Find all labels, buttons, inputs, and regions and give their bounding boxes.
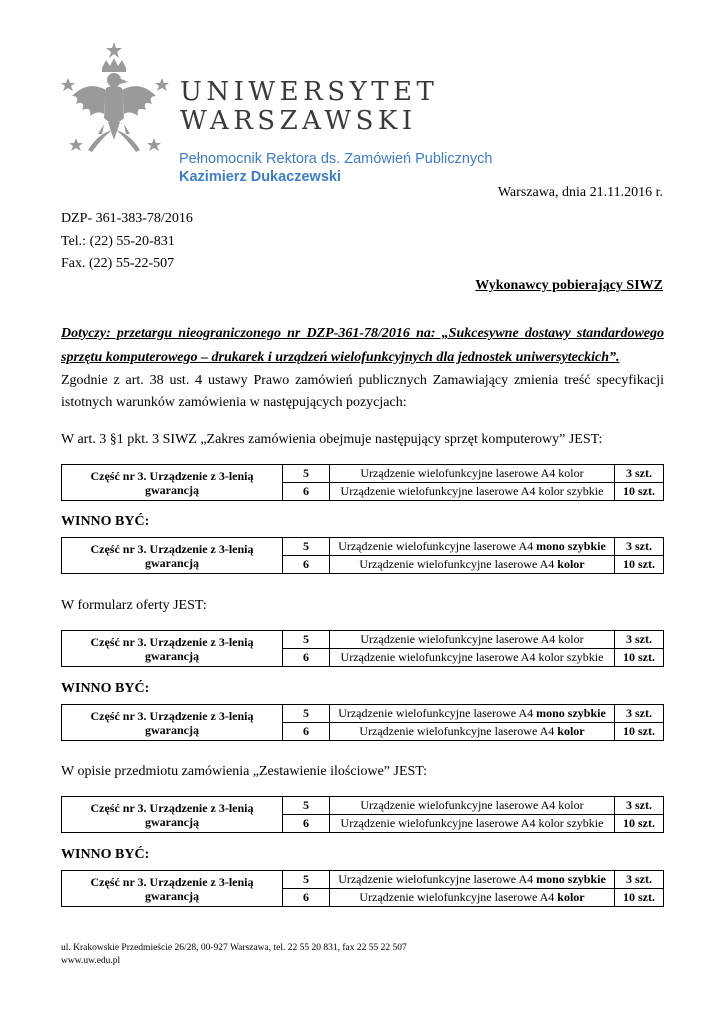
section2-jest-table bbox=[61, 630, 664, 667]
desc-plain: Urządzenie wielofunkcyjne laserowe A4 bbox=[359, 890, 558, 904]
desc-plain: Urządzenie wielofunkcyjne laserowe A4 bbox=[338, 706, 537, 720]
desc-plain: Urządzenie wielofunkcyjne laserowe A4 bbox=[338, 872, 537, 886]
item-number: 5 bbox=[283, 538, 330, 556]
university-name bbox=[180, 78, 438, 136]
item-quantity: 10 szt. bbox=[615, 649, 664, 667]
desc-plain: Urządzenie wielofunkcyjne laserowe A4 bbox=[359, 557, 558, 571]
item-number: 5 bbox=[283, 631, 330, 649]
item-description bbox=[330, 723, 615, 741]
item-quantity: 10 szt. bbox=[615, 815, 664, 833]
intro-paragraph: Zgodnie z art. 38 ust. 4 ustawy Prawo zamówień publicznych Zamawiający zmienia treść specyfikacji istotnych warunków zamówienia w następujących pozycjach: bbox=[61, 373, 664, 410]
item-number: 5 bbox=[283, 465, 330, 483]
desc-bold: kolor bbox=[557, 890, 585, 904]
office-title: Pełnomocnik Rektora ds. Zamówień Publicznych bbox=[179, 151, 493, 167]
part-cell: Część nr 3. Urządzenie z 3-lenią gwarancją bbox=[62, 871, 283, 907]
item-description: Urządzenie wielofunkcyjne laserowe A4 kolor bbox=[330, 631, 615, 649]
desc-bold: mono szybkie bbox=[536, 539, 606, 553]
item-quantity: 3 szt. bbox=[615, 705, 664, 723]
section3-winno-table bbox=[61, 870, 664, 907]
telephone: Tel.: (22) 55-20-831 bbox=[61, 233, 175, 249]
part-cell: Część nr 3. Urządzenie z 3-lenią gwarancją bbox=[62, 705, 283, 741]
item-description: Urządzenie wielofunkcyjne laserowe A4 kolor szybkie bbox=[330, 649, 615, 667]
reference-number: DZP- 361-383-78/2016 bbox=[61, 211, 193, 226]
office-block bbox=[179, 150, 493, 186]
desc-plain: Urządzenie wielofunkcyjne laserowe A4 bbox=[359, 724, 558, 738]
item-description: Urządzenie wielofunkcyjne laserowe A4 kolor bbox=[330, 465, 615, 483]
item-description bbox=[330, 889, 615, 907]
item-number: 6 bbox=[283, 649, 330, 667]
item-quantity: 3 szt. bbox=[615, 631, 664, 649]
section2-label: W formularz oferty JEST: bbox=[61, 598, 207, 613]
item-number: 5 bbox=[283, 797, 330, 815]
item-number: 5 bbox=[283, 871, 330, 889]
item-description bbox=[330, 538, 615, 556]
item-quantity: 10 szt. bbox=[615, 556, 664, 574]
footer-website[interactable]: www.uw.edu.pl bbox=[61, 956, 121, 966]
fax: Fax. (22) 55-22-507 bbox=[61, 256, 175, 271]
subject-line: Dotyczy: przetargu nieograniczonego nr DZP-361-78/2016 na: „Sukcesywne dostawy standardowego sprzętu komputerowego – drukarek i urządzeń wielofunkcyjnych dla jednostek uniwersyteckich”. bbox=[61, 326, 664, 365]
item-number: 6 bbox=[283, 723, 330, 741]
section1-label: W art. 3 §1 pkt. 3 SIWZ „Zakres zamówienia obejmuje następujący sprzęt komputerowy” JEST: bbox=[61, 432, 603, 447]
section3-winno-label: WINNO BYĆ: bbox=[61, 847, 150, 862]
item-quantity: 10 szt. bbox=[615, 889, 664, 907]
footer bbox=[61, 942, 407, 968]
university-eagle-logo bbox=[58, 38, 178, 166]
reference-block bbox=[61, 208, 193, 276]
item-quantity: 10 szt. bbox=[615, 483, 664, 501]
section1-winno-table bbox=[61, 537, 664, 574]
item-number: 6 bbox=[283, 483, 330, 501]
item-quantity: 10 szt. bbox=[615, 723, 664, 741]
part-cell: Część nr 3. Urządzenie z 3-lenią gwarancją bbox=[62, 538, 283, 574]
table-row bbox=[62, 538, 664, 556]
part-cell: Część nr 3. Urządzenie z 3-lenią gwarancją bbox=[62, 465, 283, 501]
section1-jest-table bbox=[61, 464, 664, 501]
item-number: 5 bbox=[283, 705, 330, 723]
table-row bbox=[62, 465, 664, 483]
section2-winno-label: WINNO BYĆ: bbox=[61, 681, 150, 696]
item-quantity: 3 szt. bbox=[615, 871, 664, 889]
footer-address: ul. Krakowskie Przedmieście 26/28, 00-927 Warszawa, tel. 22 55 20 831, fax 22 55 22 507 bbox=[61, 943, 407, 953]
item-description: Urządzenie wielofunkcyjne laserowe A4 kolor szybkie bbox=[330, 483, 615, 501]
addressee: Wykonawcy pobierający SIWZ bbox=[475, 278, 663, 293]
desc-plain: Urządzenie wielofunkcyjne laserowe A4 bbox=[338, 539, 537, 553]
item-quantity: 3 szt. bbox=[615, 797, 664, 815]
item-number: 6 bbox=[283, 556, 330, 574]
table-row bbox=[62, 797, 664, 815]
section2-winno-table bbox=[61, 704, 664, 741]
desc-bold: kolor bbox=[557, 724, 585, 738]
item-description bbox=[330, 556, 615, 574]
desc-bold: mono szybkie bbox=[536, 706, 606, 720]
office-person: Kazimierz Dukaczewski bbox=[179, 169, 341, 185]
university-name-line2: WARSZAWSKI bbox=[180, 106, 417, 136]
item-description: Urządzenie wielofunkcyjne laserowe A4 kolor szybkie bbox=[330, 815, 615, 833]
university-name-line1: UNIWERSYTET bbox=[180, 77, 439, 107]
section1-winno-label: WINNO BYĆ: bbox=[61, 514, 150, 529]
item-quantity: 3 szt. bbox=[615, 538, 664, 556]
item-quantity: 3 szt. bbox=[615, 465, 664, 483]
part-cell: Część nr 3. Urządzenie z 3-lenią gwarancją bbox=[62, 631, 283, 667]
section3-label: W opisie przedmiotu zamówienia „Zestawienie ilościowe” JEST: bbox=[61, 764, 428, 779]
desc-bold: mono szybkie bbox=[536, 872, 606, 886]
desc-bold: kolor bbox=[557, 557, 585, 571]
item-description bbox=[330, 871, 615, 889]
part-cell: Część nr 3. Urządzenie z 3-lenią gwarancją bbox=[62, 797, 283, 833]
table-row bbox=[62, 631, 664, 649]
item-number: 6 bbox=[283, 889, 330, 907]
item-description: Urządzenie wielofunkcyjne laserowe A4 kolor bbox=[330, 797, 615, 815]
item-description bbox=[330, 705, 615, 723]
document-date: Warszawa, dnia 21.11.2016 r. bbox=[497, 185, 663, 200]
table-row bbox=[62, 871, 664, 889]
table-row bbox=[62, 705, 664, 723]
section3-jest-table bbox=[61, 796, 664, 833]
item-number: 6 bbox=[283, 815, 330, 833]
